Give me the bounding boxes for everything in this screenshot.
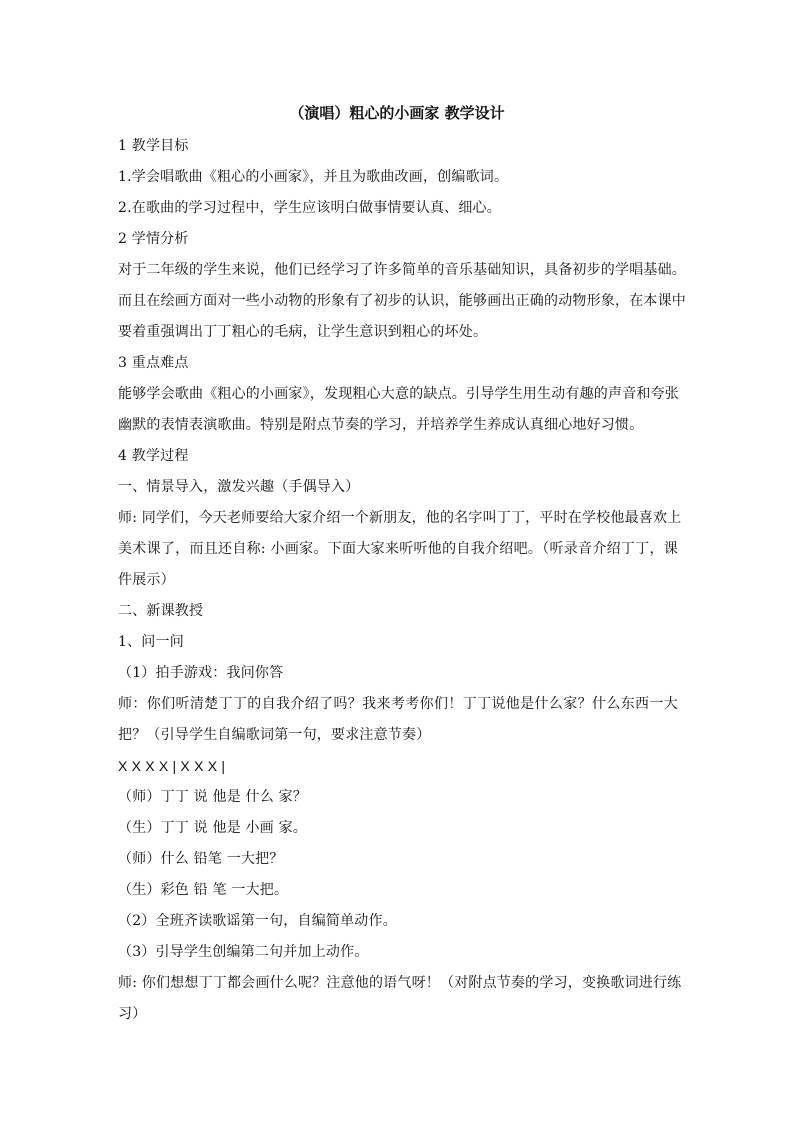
goal-item-1: 1.学会唱歌曲《粗心的小画家》，并且为歌曲改画，创编歌词。	[118, 169, 509, 185]
student-analysis-paragraph	[118, 255, 686, 348]
document-title: （演唱）粗心的小画家 教学设计	[289, 104, 505, 122]
key-difficulties-paragraph	[118, 379, 678, 441]
document-body	[118, 131, 686, 1030]
paragraph-line: 师: 同学们，今天老师要给大家介绍一个新朋友，他的名字叫丁丁，平时在学校他最喜欢上	[118, 510, 682, 526]
paragraph-line: 习）	[118, 1006, 147, 1022]
step-1-sub-item-2: （2）全班齐读歌谣第一句，自编简单动作。	[118, 913, 397, 929]
dialog-line: （师）丁丁 说 他是 什么 家？	[118, 789, 307, 805]
step-1-paragraph	[118, 689, 678, 751]
paragraph-line: 师: 你们想想丁丁都会画什么呢？注意他的语气呀！（对附点节奏的学习，变换歌词进行练	[118, 975, 682, 991]
process-part-1-paragraph	[118, 503, 682, 596]
section-heading-teaching-goals: 1 教学目标	[118, 138, 189, 154]
paragraph-line: 对于二年级的学生来说，他们已经学习了许多简单的音乐基础知识，具备初步的学唱基础。	[118, 262, 686, 278]
dialog-line: （生）丁丁 说 他是 小画 家。	[118, 820, 307, 836]
dialog-line: （师）什么 铅笔 一大把？	[118, 851, 284, 867]
section-heading-student-analysis: 2 学情分析	[118, 231, 189, 247]
paragraph-line: 师：你们听清楚丁丁的自我介绍了吗？我来考考你们！丁丁说他是什么家？什么东西一大	[118, 696, 678, 712]
paragraph-line: 要着重强调出丁丁粗心的毛病，让学生意识到粗心的坏处。	[118, 324, 488, 340]
dialog-line: （生）彩色 铅 笔 一大把。	[118, 882, 289, 898]
step-1-sub-item-1: （1）拍手游戏：我问你答	[118, 665, 284, 681]
paragraph-line: 美术课了，而且还自称: 小画家。下面大家来听听他的自我介绍吧。（听录音介绍丁丁，课	[118, 541, 678, 557]
final-paragraph	[118, 968, 682, 1030]
process-part-2-heading: 二、新课教授	[118, 603, 204, 619]
step-1-sub-item-3: （3）引导学生创编第二句并加上动作。	[118, 944, 369, 960]
section-heading-teaching-process: 4 教学过程	[118, 448, 189, 464]
section-heading-key-difficulties: 3 重点难点	[118, 355, 189, 371]
paragraph-line: 幽默的表情表演歌曲。特别是附点节奏的学习，并培养学生养成认真细心地好习惯。	[118, 417, 644, 433]
paragraph-line: 把？（引导学生自编歌词第一句，要求注意节奏）	[118, 727, 431, 743]
rhythm-notation: X X X X | X X X |	[118, 758, 226, 774]
goal-item-2: 2.在歌曲的学习过程中，学生应该明白做事情要认真、细心。	[118, 200, 501, 216]
step-1-heading: 1、问一问	[118, 634, 184, 650]
paragraph-line: 能够学会歌曲《粗心的小画家》，发现粗心大意的缺点。引导学生用生动有趣的声音和夸张	[118, 386, 679, 402]
paragraph-line: 而且在绘画方面对一些小动物的形象有了初步的认识，能够画出正确的动物形象，在本课中	[118, 293, 686, 309]
paragraph-line: 件展示）	[118, 572, 175, 588]
process-part-1-heading: 一、情景导入，激发兴趣（手偶导入）	[118, 479, 360, 495]
